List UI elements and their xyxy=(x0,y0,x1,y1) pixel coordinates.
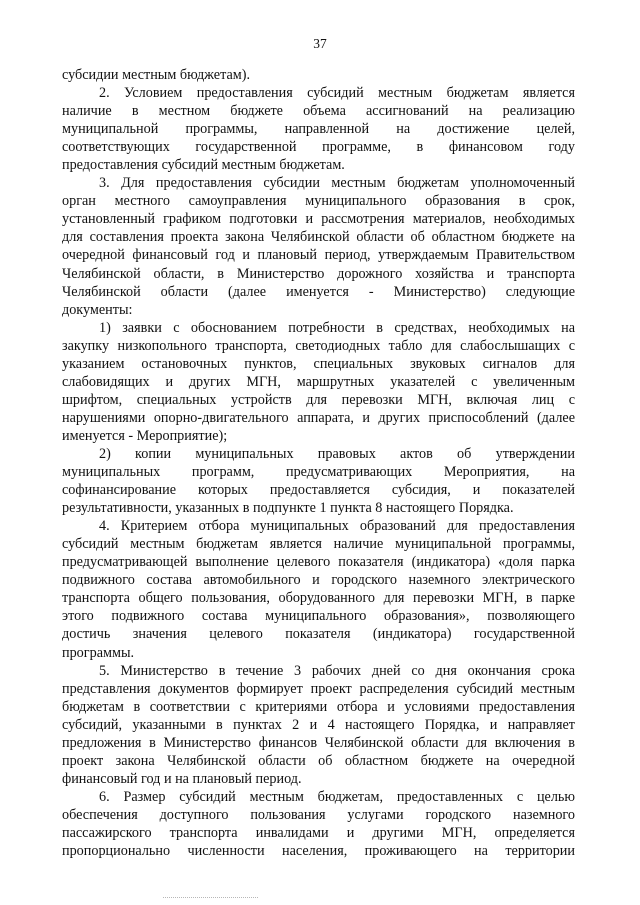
text-line: представления документов формирует проект распределения субсидий местным xyxy=(62,680,575,697)
text-line: указанием остановочных пунктов, специальных звуковых сигналов для xyxy=(62,355,575,372)
text-line: соответствующих государственной программе, в финансовом году xyxy=(62,139,575,156)
text-line: предоставления субсидий местным бюджетам. xyxy=(62,157,345,174)
text-line: 4. Критерием отбора муниципальных образований для предоставления xyxy=(99,518,575,535)
text-line: шрифтом, специальных устройств для перевозки МГН, включая лиц с xyxy=(62,391,575,408)
text-line: пропорционально численности населения, проживающего на территории xyxy=(62,843,575,860)
text-line: бюджетам в соответствии с критериями отбора и условиями предоставления xyxy=(62,698,575,715)
text-line: 2. Условием предоставления субсидий местным бюджетам является xyxy=(99,85,575,102)
text-line: Челябинской области, в Министерство дорожного хозяйства и транспорта xyxy=(62,265,575,282)
text-line: 2) копии муниципальных правовых актов об утверждении xyxy=(99,445,575,462)
text-line: 3. Для предоставления субсидии местным бюджетам уполномоченный xyxy=(99,175,575,192)
text-line: орган местного самоуправления муниципального образования в срок, xyxy=(62,193,575,210)
text-line: нарушениями опорно-двигательного аппарата, и других приспособлений (далее xyxy=(62,409,575,426)
scan-artifact xyxy=(163,893,258,898)
text-line: очередной финансовый год и плановый период, утверждаемым Правительством xyxy=(62,247,575,264)
text-line: результативности, указанных в подпункте 1 пункта 8 настоящего Порядка. xyxy=(62,500,514,517)
page-number: 37 xyxy=(313,36,327,51)
text-line: пассажирского транспорта инвалидами и другими МГН, определяется xyxy=(62,824,575,841)
document-body xyxy=(62,66,575,860)
text-line: транспорта общего пользования, оборудованного для перевозки МГН, в парке xyxy=(62,590,575,607)
text-line: 5. Министерство в течение 3 рабочих дней со дня окончания срока xyxy=(99,662,575,679)
text-line: субсидии местным бюджетам). xyxy=(62,67,250,83)
text-line: субсидий местным бюджетам является наличие муниципальной программы, xyxy=(62,536,575,553)
text-line: муниципальной программы, направленной на достижение целей, xyxy=(62,121,575,138)
text-line: проект закона Челябинской области об областном бюджете на очередной xyxy=(62,752,575,769)
text-line: достичь значения целевого показателя (индикатора) государственной xyxy=(62,626,575,643)
text-line: субсидий, указанными в пунктах 2 и 4 настоящего Порядка, и направляет xyxy=(62,716,575,733)
text-line: закупку низкопольного транспорта, светодиодных табло для слабослышащих с xyxy=(62,337,575,354)
text-line: подвижного состава автомобильного и городского наземного электрического xyxy=(62,572,575,589)
text-line: программы. xyxy=(62,644,135,661)
text-line: установленный графиком подготовки и рассмотрения материалов, необходимых xyxy=(62,211,575,228)
text-line: 6. Размер субсидий местным бюджетам, предоставленных с целью xyxy=(99,788,575,805)
text-line: финансовый год и на плановый период. xyxy=(62,770,302,787)
text-line: именуется - Мероприятие); xyxy=(62,427,228,444)
text-line: для составления проекта закона Челябинской области об областном бюджете на xyxy=(62,229,575,246)
text-line: слабовидящих и других МГН, маршрутных указателей с увеличенным xyxy=(62,373,575,390)
text-line: обеспечения доступного пользования услугами городского наземного xyxy=(62,806,575,823)
text-line: предусматривающей выполнение целевого показателя (индикатора) «доля парка xyxy=(62,554,575,571)
text-line: наличие в местном бюджете объема ассигнований на реализацию xyxy=(62,103,575,120)
text-line: 1) заявки с обоснованием потребности в средствах, необходимых на xyxy=(99,319,575,336)
text-line: документы: xyxy=(62,301,133,318)
text-line: этого подвижного состава муниципального образования», позволяющего xyxy=(62,608,575,625)
text-line: муниципальных программ, предусматривающих Мероприятия, на xyxy=(62,464,575,481)
text-line: Челябинской области (далее именуется - Министерство) следующие xyxy=(62,283,575,300)
text-line: софинансирование которых предоставляется субсидия, и показателей xyxy=(62,482,575,499)
text-line: предложения в Министерство финансов Челябинской области для включения в xyxy=(62,734,575,751)
